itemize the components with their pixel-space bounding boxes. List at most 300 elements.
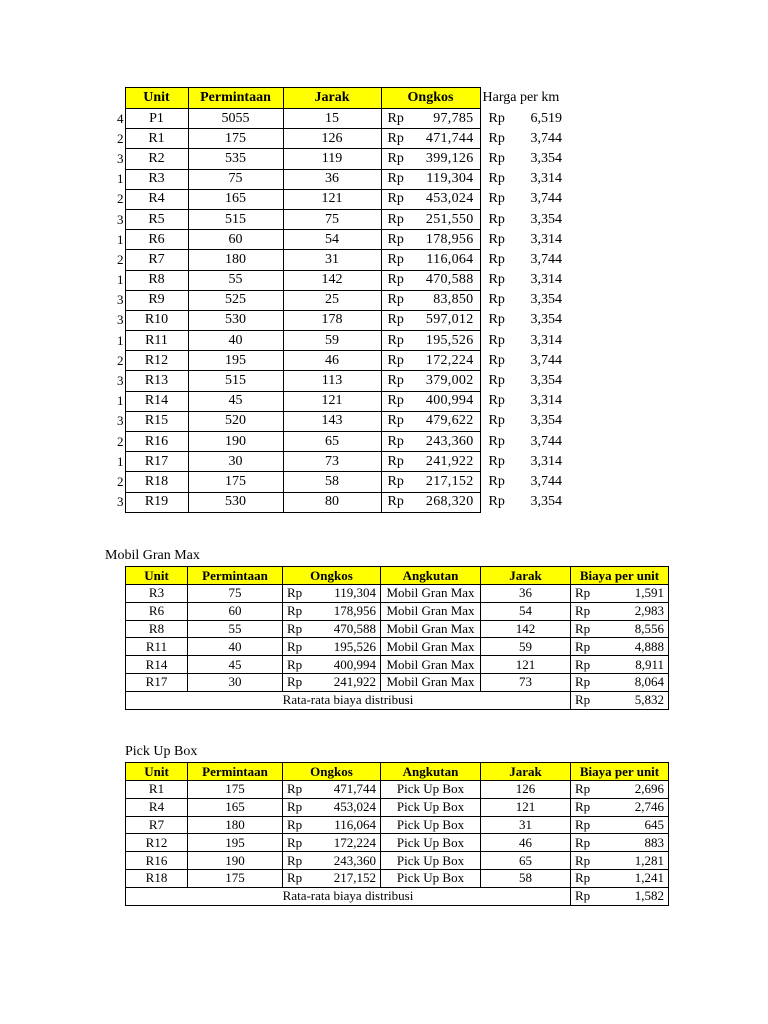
- cell-unit: R18: [125, 472, 188, 492]
- cell-unit: R12: [126, 834, 188, 852]
- cell-biaya-per-unit: 883: [597, 834, 669, 852]
- cell-biaya-currency: Rp: [571, 620, 597, 638]
- row-index: 2: [114, 472, 125, 492]
- cell-jarak: 58: [481, 869, 571, 887]
- cell-permintaan: 190: [188, 432, 283, 452]
- header-unit: Unit: [126, 763, 188, 781]
- cell-ongkos: 241,922: [313, 673, 381, 691]
- cell-ongkos-currency: Rp: [283, 656, 313, 674]
- cell-harga-per-km: 3,354: [530, 211, 562, 227]
- row-index: 1: [114, 331, 125, 351]
- cell-permintaan: 40: [188, 638, 283, 656]
- cell-biaya-currency: Rp: [571, 585, 597, 603]
- row-index: 1: [114, 452, 125, 472]
- cell-ongkos: 268,320: [415, 492, 480, 512]
- cell-ongkos: 470,588: [415, 270, 480, 290]
- cell-angkutan: Pick Up Box: [381, 816, 481, 834]
- cell-permintaan: 5055: [188, 109, 283, 129]
- cell-biaya-currency: Rp: [571, 638, 597, 656]
- row-index: 3: [114, 209, 125, 229]
- table-row: [114, 492, 566, 512]
- cell-permintaan: 55: [188, 620, 283, 638]
- header-angkutan: Angkutan: [381, 567, 481, 585]
- average-currency: Rp: [571, 887, 597, 905]
- table-row: [114, 209, 566, 229]
- cell-biaya-per-unit: 2,746: [597, 798, 669, 816]
- cell-ongkos: 116,064: [313, 816, 381, 834]
- cell-harga-currency: Rp: [488, 312, 505, 328]
- cell-biaya-currency: Rp: [571, 834, 597, 852]
- cell-harga-per-km: 3,744: [530, 130, 562, 146]
- cell-jarak: 65: [283, 432, 381, 452]
- cell-ongkos-currency: Rp: [283, 602, 313, 620]
- cell-ongkos-currency: Rp: [381, 230, 415, 250]
- cell-harga-currency: Rp: [488, 292, 505, 308]
- pick-up-box-table: [125, 762, 669, 906]
- cell-ongkos-currency: Rp: [283, 620, 313, 638]
- cell-unit: R17: [126, 673, 188, 691]
- cell-permintaan: 30: [188, 452, 283, 472]
- cell-ongkos: 178,956: [415, 230, 480, 250]
- gran-max-header: [126, 567, 669, 585]
- cell-harga-per-km: 3,744: [530, 473, 562, 489]
- cell-harga-currency: Rp: [488, 332, 505, 348]
- cell-harga-per-km: 3,314: [530, 272, 562, 288]
- gran-max-table: [125, 566, 669, 710]
- cell-ongkos: 172,224: [313, 834, 381, 852]
- cell-unit: R2: [125, 149, 188, 169]
- cell-ongkos-currency: Rp: [381, 290, 415, 310]
- table-row: [114, 331, 566, 351]
- cell-ongkos: 251,550: [415, 209, 480, 229]
- cell-ongkos-currency: Rp: [381, 472, 415, 492]
- cell-ongkos-currency: Rp: [381, 310, 415, 330]
- cell-unit: R3: [125, 169, 188, 189]
- cell-ongkos-currency: Rp: [381, 452, 415, 472]
- cell-permintaan: 60: [188, 230, 283, 250]
- header-jarak: Jarak: [481, 763, 571, 781]
- table-row: [114, 270, 566, 290]
- cell-harga-per-km: 3,314: [530, 332, 562, 348]
- cell-permintaan: 515: [188, 209, 283, 229]
- cell-biaya-per-unit: 1,281: [597, 852, 669, 870]
- cell-jarak: 54: [283, 230, 381, 250]
- cell-unit: R13: [125, 371, 188, 391]
- table-row: [126, 656, 669, 674]
- cell-harga-currency: Rp: [488, 473, 505, 489]
- table-row: [114, 290, 566, 310]
- cell-ongkos-currency: Rp: [381, 169, 415, 189]
- cell-permintaan: 45: [188, 656, 283, 674]
- demand-cost-table: [114, 87, 566, 513]
- cell-unit: R8: [125, 270, 188, 290]
- cell-jarak: 126: [481, 781, 571, 799]
- cell-jarak: 36: [283, 169, 381, 189]
- cell-harga-per-km: 3,354: [530, 150, 562, 166]
- cell-jarak: 80: [283, 492, 381, 512]
- cell-ongkos-currency: Rp: [283, 852, 313, 870]
- cell-unit: R4: [126, 798, 188, 816]
- cell-jarak: 142: [481, 620, 571, 638]
- cell-permintaan: 75: [188, 169, 283, 189]
- cell-ongkos: 243,360: [415, 432, 480, 452]
- cell-ongkos: 116,064: [415, 250, 480, 270]
- cell-ongkos-currency: Rp: [381, 129, 415, 149]
- cell-harga-per-km: 3,354: [530, 494, 562, 510]
- cell-harga-currency: Rp: [488, 272, 505, 288]
- average-row: [126, 691, 669, 709]
- cell-biaya-per-unit: 4,888: [597, 638, 669, 656]
- cell-angkutan: Mobil Gran Max: [381, 602, 481, 620]
- cell-ongkos-currency: Rp: [381, 250, 415, 270]
- cell-ongkos-currency: Rp: [283, 816, 313, 834]
- table-row: [126, 834, 669, 852]
- cell-harga-per-km: 3,744: [530, 352, 562, 368]
- cell-jarak: 143: [283, 411, 381, 431]
- cell-jarak: 121: [481, 798, 571, 816]
- table-row: [126, 798, 669, 816]
- table-row: [114, 109, 566, 129]
- row-index: 3: [114, 492, 125, 512]
- table-row: [114, 310, 566, 330]
- cell-unit: R15: [125, 411, 188, 431]
- cell-harga-currency: Rp: [488, 433, 505, 449]
- cell-ongkos-currency: Rp: [283, 781, 313, 799]
- cell-ongkos: 400,994: [313, 656, 381, 674]
- table-row: [114, 230, 566, 250]
- row-index: 1: [114, 169, 125, 189]
- cell-jarak: 142: [283, 270, 381, 290]
- cell-jarak: 25: [283, 290, 381, 310]
- cell-biaya-per-unit: 8,911: [597, 656, 669, 674]
- header-biaya-per-unit: Biaya per unit: [571, 763, 669, 781]
- table-row: [114, 411, 566, 431]
- cell-ongkos: 400,994: [415, 391, 480, 411]
- cell-ongkos: 471,744: [313, 781, 381, 799]
- cell-jarak: 73: [481, 673, 571, 691]
- cell-harga-per-km: 3,744: [530, 251, 562, 267]
- row-index: 2: [114, 189, 125, 209]
- cell-unit: R19: [125, 492, 188, 512]
- cell-ongkos: 453,024: [313, 798, 381, 816]
- cell-unit: R12: [125, 351, 188, 371]
- cell-unit: R1: [125, 129, 188, 149]
- cell-ongkos-currency: Rp: [381, 149, 415, 169]
- cell-angkutan: Mobil Gran Max: [381, 585, 481, 603]
- row-index: 4: [114, 109, 125, 129]
- table-row: [126, 816, 669, 834]
- cell-ongkos: 195,526: [313, 638, 381, 656]
- cell-biaya-currency: Rp: [571, 798, 597, 816]
- cell-harga-per-km: 6,519: [530, 110, 562, 126]
- cell-biaya-currency: Rp: [571, 656, 597, 674]
- cell-permintaan: 75: [188, 585, 283, 603]
- cell-ongkos: 217,152: [415, 472, 480, 492]
- cell-jarak: 36: [481, 585, 571, 603]
- cell-biaya-per-unit: 645: [597, 816, 669, 834]
- cell-unit: R4: [125, 189, 188, 209]
- cell-harga-per-km: 3,354: [530, 312, 562, 328]
- cell-unit: R6: [126, 602, 188, 620]
- cell-ongkos: 217,152: [313, 869, 381, 887]
- table-row: [114, 472, 566, 492]
- cell-jarak: 59: [481, 638, 571, 656]
- cell-permintaan: 180: [188, 250, 283, 270]
- cell-angkutan: Pick Up Box: [381, 869, 481, 887]
- cell-ongkos: 453,024: [415, 189, 480, 209]
- table-row: [126, 781, 669, 799]
- cell-jarak: 58: [283, 472, 381, 492]
- cell-angkutan: Mobil Gran Max: [381, 656, 481, 674]
- header-unit: Unit: [125, 88, 188, 109]
- cell-biaya-per-unit: 2,983: [597, 602, 669, 620]
- cell-permintaan: 165: [188, 798, 283, 816]
- header-permintaan: Permintaan: [188, 567, 283, 585]
- cell-unit: R3: [126, 585, 188, 603]
- cell-ongkos: 379,002: [415, 371, 480, 391]
- cell-ongkos: 195,526: [415, 331, 480, 351]
- cell-harga-per-km: 3,354: [530, 413, 562, 429]
- cell-jarak: 121: [283, 189, 381, 209]
- cell-jarak: 119: [283, 149, 381, 169]
- table-row: [126, 585, 669, 603]
- cell-jarak: 75: [283, 209, 381, 229]
- header-angkutan: Angkutan: [381, 763, 481, 781]
- table-row: [114, 129, 566, 149]
- average-currency: Rp: [571, 691, 597, 709]
- cell-harga-currency: Rp: [488, 150, 505, 166]
- cell-unit: R7: [125, 250, 188, 270]
- cell-ongkos: 479,622: [415, 411, 480, 431]
- cell-permintaan: 60: [188, 602, 283, 620]
- cell-harga-currency: Rp: [488, 453, 505, 469]
- cell-ongkos: 119,304: [313, 585, 381, 603]
- row-index: 3: [114, 411, 125, 431]
- cell-jarak: 15: [283, 109, 381, 129]
- cell-permintaan: 165: [188, 189, 283, 209]
- cell-ongkos-currency: Rp: [381, 492, 415, 512]
- cell-permintaan: 530: [188, 310, 283, 330]
- table-row: [114, 189, 566, 209]
- cell-permintaan: 195: [188, 351, 283, 371]
- cell-unit: R8: [126, 620, 188, 638]
- cell-unit: R1: [126, 781, 188, 799]
- cell-ongkos-currency: Rp: [283, 834, 313, 852]
- cell-unit: R17: [125, 452, 188, 472]
- cell-permintaan: 515: [188, 371, 283, 391]
- cell-ongkos-currency: Rp: [381, 109, 415, 129]
- cell-jarak: 31: [283, 250, 381, 270]
- cell-ongkos: 178,956: [313, 602, 381, 620]
- row-index: 3: [114, 149, 125, 169]
- cell-harga-per-km: 3,744: [530, 433, 562, 449]
- cell-biaya-per-unit: 8,556: [597, 620, 669, 638]
- cell-unit: P1: [125, 109, 188, 129]
- header-biaya-per-unit: Biaya per unit: [571, 567, 669, 585]
- cell-harga-currency: Rp: [488, 130, 505, 146]
- cell-unit: R18: [126, 869, 188, 887]
- demand-cost-body: [114, 109, 566, 513]
- row-index: 1: [114, 270, 125, 290]
- cell-permintaan: 190: [188, 852, 283, 870]
- cell-ongkos: 471,744: [415, 129, 480, 149]
- cell-biaya-currency: Rp: [571, 869, 597, 887]
- header-harga-per-km: Harga per km: [482, 90, 560, 105]
- cell-jarak: 113: [283, 371, 381, 391]
- cell-ongkos-currency: Rp: [283, 638, 313, 656]
- cell-unit: R11: [125, 331, 188, 351]
- cell-jarak: 31: [481, 816, 571, 834]
- cell-ongkos-currency: Rp: [283, 869, 313, 887]
- pick-up-box-body: [126, 781, 669, 888]
- row-index: 3: [114, 310, 125, 330]
- table-row: [126, 869, 669, 887]
- cell-biaya-currency: Rp: [571, 781, 597, 799]
- cell-permintaan: 175: [188, 869, 283, 887]
- cell-harga-currency: Rp: [488, 373, 505, 389]
- row-index: 2: [114, 250, 125, 270]
- cell-harga-currency: Rp: [488, 251, 505, 267]
- demand-cost-header: [114, 88, 566, 109]
- cell-ongkos-currency: Rp: [381, 371, 415, 391]
- header-permintaan: Permintaan: [188, 763, 283, 781]
- cell-harga-per-km: 3,314: [530, 231, 562, 247]
- cell-jarak: 178: [283, 310, 381, 330]
- cell-ongkos-currency: Rp: [381, 411, 415, 431]
- cell-biaya-currency: Rp: [571, 673, 597, 691]
- cell-harga-per-km: 3,314: [530, 453, 562, 469]
- cell-jarak: 73: [283, 452, 381, 472]
- average-label: Rata-rata biaya distribusi: [126, 887, 571, 905]
- cell-jarak: 126: [283, 129, 381, 149]
- cell-ongkos-currency: Rp: [283, 585, 313, 603]
- cell-harga-per-km: 3,314: [530, 393, 562, 409]
- table-row: [126, 602, 669, 620]
- row-index: 2: [114, 129, 125, 149]
- table-row: [114, 351, 566, 371]
- average-value: 1,582: [597, 887, 669, 905]
- table-row: [114, 452, 566, 472]
- index-header-spacer: [114, 88, 125, 109]
- cell-ongkos-currency: Rp: [381, 270, 415, 290]
- cell-ongkos: 241,922: [415, 452, 480, 472]
- cell-unit: R5: [125, 209, 188, 229]
- header-permintaan: Permintaan: [188, 88, 283, 109]
- row-index: 2: [114, 432, 125, 452]
- cell-angkutan: Pick Up Box: [381, 781, 481, 799]
- cell-biaya-currency: Rp: [571, 852, 597, 870]
- cell-jarak: 46: [283, 351, 381, 371]
- cell-permintaan: 530: [188, 492, 283, 512]
- cell-harga-per-km: 3,354: [530, 373, 562, 389]
- cell-biaya-per-unit: 1,591: [597, 585, 669, 603]
- cell-angkutan: Pick Up Box: [381, 852, 481, 870]
- cell-permintaan: 55: [188, 270, 283, 290]
- table-row: [114, 250, 566, 270]
- cell-ongkos-currency: Rp: [381, 432, 415, 452]
- cell-ongkos: 399,126: [415, 149, 480, 169]
- header-ongkos: Ongkos: [381, 88, 480, 109]
- cell-harga-currency: Rp: [488, 393, 505, 409]
- row-index: 3: [114, 371, 125, 391]
- table-row: [114, 391, 566, 411]
- table-row: [114, 432, 566, 452]
- cell-unit: R6: [125, 230, 188, 250]
- table-row: [126, 673, 669, 691]
- cell-unit: R11: [126, 638, 188, 656]
- table-row: [126, 620, 669, 638]
- cell-permintaan: 175: [188, 129, 283, 149]
- average-label: Rata-rata biaya distribusi: [126, 691, 571, 709]
- header-ongkos: Ongkos: [283, 567, 381, 585]
- cell-permintaan: 175: [188, 472, 283, 492]
- table-row: [114, 169, 566, 189]
- cell-harga-currency: Rp: [488, 352, 505, 368]
- cell-ongkos: 470,588: [313, 620, 381, 638]
- cell-unit: R16: [125, 432, 188, 452]
- cell-harga-currency: Rp: [488, 231, 505, 247]
- cell-harga-currency: Rp: [488, 494, 505, 510]
- table-row: [114, 371, 566, 391]
- header-ongkos: Ongkos: [283, 763, 381, 781]
- cell-jarak: 65: [481, 852, 571, 870]
- cell-ongkos-currency: Rp: [381, 351, 415, 371]
- pick-up-box-caption: Pick Up Box: [125, 744, 198, 759]
- gran-max-body: [126, 585, 669, 692]
- cell-ongkos-currency: Rp: [283, 673, 313, 691]
- cell-ongkos: 83,850: [415, 290, 480, 310]
- cell-angkutan: Pick Up Box: [381, 834, 481, 852]
- cell-harga-per-km: 3,314: [530, 171, 562, 187]
- cell-biaya-currency: Rp: [571, 602, 597, 620]
- cell-permintaan: 525: [188, 290, 283, 310]
- header-jarak: Jarak: [283, 88, 381, 109]
- cell-unit: R7: [126, 816, 188, 834]
- cell-ongkos: 243,360: [313, 852, 381, 870]
- average-value: 5,832: [597, 691, 669, 709]
- table-row: [114, 149, 566, 169]
- cell-jarak: 46: [481, 834, 571, 852]
- header-jarak: Jarak: [481, 567, 571, 585]
- cell-harga-per-km: 3,354: [530, 292, 562, 308]
- cell-harga-currency: Rp: [488, 171, 505, 187]
- cell-ongkos-currency: Rp: [381, 209, 415, 229]
- cell-permintaan: 30: [188, 673, 283, 691]
- cell-angkutan: Mobil Gran Max: [381, 673, 481, 691]
- cell-biaya-currency: Rp: [571, 816, 597, 834]
- cell-permintaan: 180: [188, 816, 283, 834]
- cell-harga-currency: Rp: [488, 191, 505, 207]
- cell-unit: R10: [125, 310, 188, 330]
- cell-biaya-per-unit: 8,064: [597, 673, 669, 691]
- cell-permintaan: 40: [188, 331, 283, 351]
- average-row: [126, 887, 669, 905]
- cell-ongkos-currency: Rp: [283, 798, 313, 816]
- cell-ongkos-currency: Rp: [381, 331, 415, 351]
- cell-ongkos: 597,012: [415, 310, 480, 330]
- cell-jarak: 54: [481, 602, 571, 620]
- cell-ongkos-currency: Rp: [381, 391, 415, 411]
- table-row: [126, 852, 669, 870]
- cell-jarak: 121: [283, 391, 381, 411]
- cell-biaya-per-unit: 1,241: [597, 869, 669, 887]
- cell-jarak: 121: [481, 656, 571, 674]
- cell-harga-currency: Rp: [488, 110, 505, 126]
- cell-unit: R9: [125, 290, 188, 310]
- cell-unit: R14: [126, 656, 188, 674]
- cell-ongkos: 119,304: [415, 169, 480, 189]
- cell-ongkos: 97,785: [415, 109, 480, 129]
